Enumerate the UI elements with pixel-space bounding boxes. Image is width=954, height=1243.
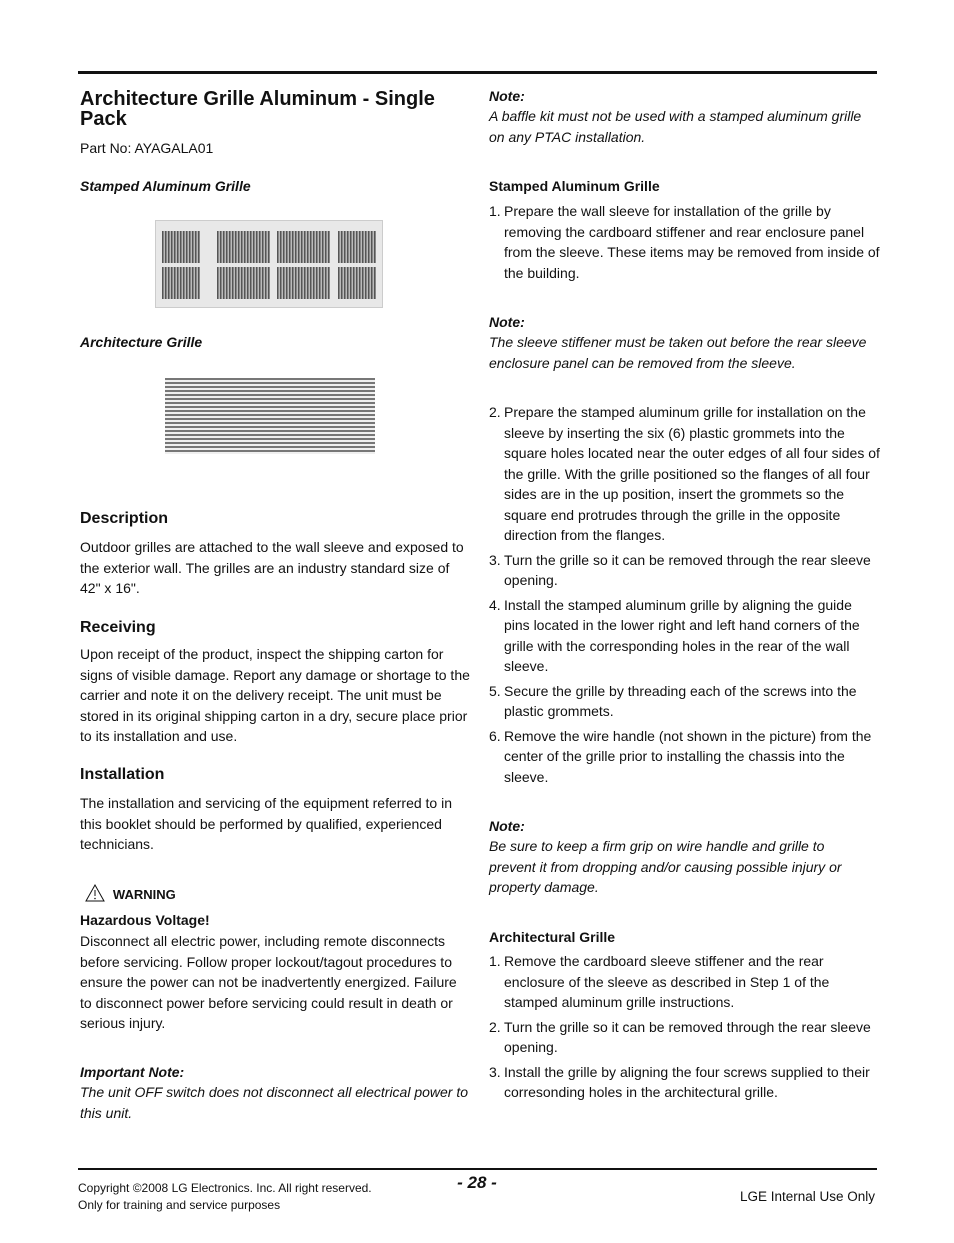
step-item: [489, 550, 881, 591]
architecture-grille-image: [165, 378, 375, 454]
installation-text: The installation and servicing of the equipment referred to in this booklet should be performed by qualified, experienced technicians.: [80, 795, 452, 852]
step-text: Install the stamped aluminum grille by aligning the guide pins located in the lower right and left hand corners of the grille with the corresponding holes in the rear of the wall sleeve.: [504, 596, 860, 674]
page-title: Architecture Grille Aluminum - Single Pack: [80, 88, 435, 130]
step-item: [489, 951, 881, 1013]
sleeve-note-label: Note:: [489, 314, 525, 330]
installation-heading: Installation: [80, 766, 165, 783]
stamped-aluminum-grille-image: [155, 220, 383, 308]
footer-rule: [78, 1168, 877, 1170]
step-item: [489, 201, 881, 283]
step-number: 2.: [489, 404, 501, 420]
important-note-label: Important Note:: [80, 1064, 185, 1080]
step-text: Prepare the wall sleeve for installation of the grille by removing the cardboard stiffener and rear enclosure panel from the sleeve. These items may be removed from inside of the building.: [504, 203, 880, 281]
step-text: Turn the grille so it can be removed through the rear sleeve opening.: [504, 551, 871, 588]
note-text: A baffle kit must not be used with a stamped aluminum grille on any PTAC installation.: [489, 108, 862, 145]
training-notice: Only for training and service purposes: [78, 1198, 281, 1212]
step-item: [489, 1062, 881, 1103]
sleeve-note-text: The sleeve stiffener must be taken out before the rear sleeve enclosure panel can be removed from the sleeve.: [489, 334, 867, 371]
step-number: 4.: [489, 596, 501, 613]
grip-note-label: Note:: [489, 818, 525, 834]
warning-triangle-icon: [85, 884, 105, 902]
step-number: 3.: [489, 1063, 501, 1080]
step-number: 6.: [489, 727, 501, 744]
grip-note-text: Be sure to keep a firm grip on wire handle and grille to prevent it from dropping and/or causing possible injury or property damage.: [489, 838, 842, 895]
receiving-text: Upon receipt of the product, inspect the shipping carton for signs of visible damage. Report any damage or shortage to the carrier and note it on the delivery receipt. The unit must be stored in its original shipping carton in a dry, secure place prior to its installation and use.: [80, 646, 470, 744]
step-item: [489, 595, 881, 677]
step-item: [489, 402, 881, 546]
warning-title: Hazardous Voltage!: [80, 912, 210, 928]
step-number: 5.: [489, 682, 501, 699]
step-text: Remove the wire handle (not shown in the picture) from the center of the grille prior to installing the chassis into the sleeve.: [504, 727, 872, 785]
page-number: - 28 -: [457, 1173, 497, 1192]
figure-caption-architecture: Architecture Grille: [80, 334, 203, 350]
step-text: Install the grille by aligning the four screws supplied to their corresonding holes in the architectural grille.: [504, 1063, 870, 1100]
step-number: 2.: [489, 1018, 501, 1035]
part-number: Part No: AYAGALA01: [80, 140, 214, 156]
step-text: Secure the grille by threading each of the screws into the plastic grommets.: [504, 682, 857, 719]
step-text: Prepare the stamped aluminum grille for installation on the sleeve by inserting the six (6) plastic grommets into the square holes located near the outer edges of all four sides of the grille. With the grille positioned so the flanges of all four sides are in the up position, insert the grommets so the square end protrudes through the grille in the opposite direction from the flanges.: [504, 404, 880, 543]
architectural-grille-heading: Architectural Grille: [489, 929, 616, 945]
warning-text: Disconnect all electric power, including remote disconnects before servicing. Follow proper lockout/tagout procedures to ensure the power can not be inadvertently energized. Failure to disconnect power before servicing could result in death or serious injury.: [80, 933, 457, 1031]
step-item: [489, 726, 881, 788]
warning-label-row: [80, 884, 472, 906]
description-text: Outdoor grilles are attached to the wall sleeve and exposed to the exterior wall. The grilles are an industry standard size of 42" x 16".: [80, 539, 464, 596]
figure-caption-stamped: Stamped Aluminum Grille: [80, 178, 251, 194]
warning-label: WARNING: [112, 887, 176, 902]
step-number: 1.: [489, 203, 501, 219]
important-note-text: The unit OFF switch does not disconnect all electrical power to this unit.: [80, 1084, 469, 1121]
step-number: 3.: [489, 551, 501, 568]
stamped-grille-heading: Stamped Aluminum Grille: [489, 178, 660, 194]
step-number: 1.: [489, 953, 501, 969]
step-text: Remove the cardboard sleeve stiffener and the rear enclosure of the sleeve as described in Step 1 of the stamped aluminum grille instructions.: [504, 953, 830, 1010]
step-text: Turn the grille so it can be removed through the rear sleeve opening.: [504, 1018, 871, 1055]
top-rule: [78, 71, 877, 74]
step-item: [489, 681, 881, 722]
description-heading: Description: [80, 510, 169, 527]
copyright: Copyright ©2008 LG Electronics. Inc. All right reserved.: [78, 1181, 372, 1195]
internal-use-notice: LGE Internal Use Only: [739, 1189, 875, 1204]
note-label: Note:: [489, 88, 525, 104]
receiving-heading: Receiving: [80, 619, 156, 636]
step-item: [489, 1017, 881, 1058]
